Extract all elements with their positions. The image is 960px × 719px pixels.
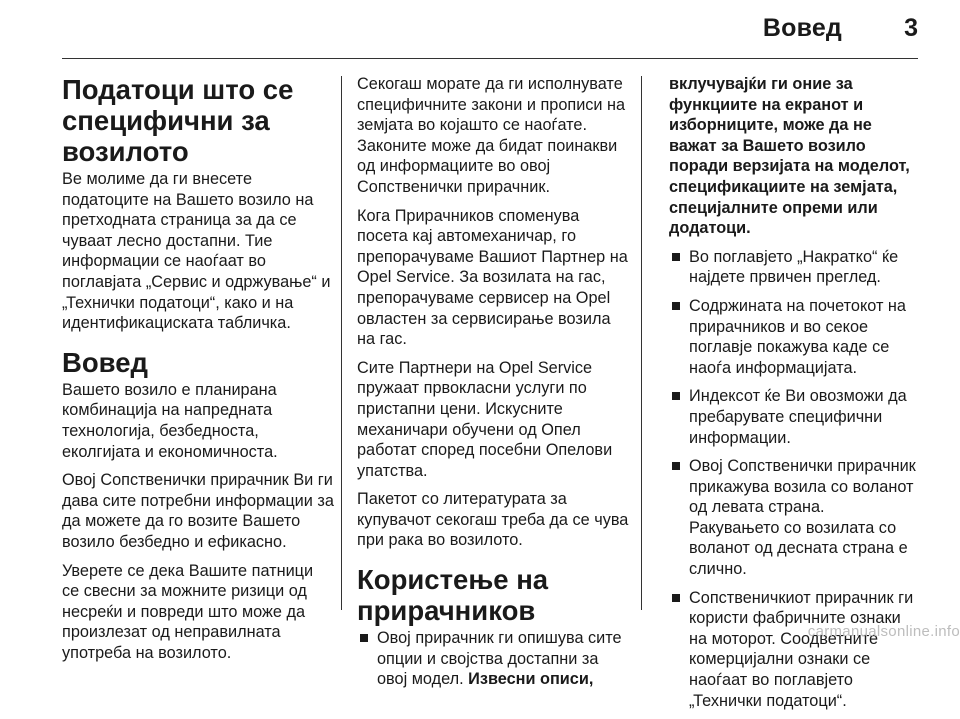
paragraph: Пакетот со литературата за купувачот секогаш треба да се чува при рака во возилото. (357, 490, 629, 550)
list-item (669, 296, 919, 378)
list-item-text: Овој прирачник ги опишува сите опции и својства достапни за овој модел. (377, 629, 622, 689)
paragraph: Ве молиме да ги внесете податоците на Вашето возило на претходната страница за да се чуваат лесно достапни. Тие информации се наоѓаат во поглавјата „Сервис и одржување“ и „Технички податоци“, како и на идентификациската табличка. (62, 170, 331, 333)
list-item (669, 456, 919, 580)
bullet-square-icon (672, 392, 680, 400)
watermark: carmanualsonline.info (807, 623, 960, 640)
paragraph: Вашето возило е планирана комбинација на напредната технологија, безбедноста, еколгијата и економичноста. (62, 380, 278, 461)
column-divider-1 (341, 76, 342, 610)
header-divider (62, 58, 918, 59)
heading-introduction: Вовед (62, 346, 148, 378)
list-item-text: Овој Сопственички прирачник прикажува возила со воланот од левата страна. Ракувањето со возилата со воланот од десната страна е слично. (689, 457, 916, 579)
bullet-square-icon (672, 253, 680, 261)
column-divider-2 (641, 76, 642, 610)
list-item-text: Сопственичкиот прирачник ги користи фабричните ознаки на моторот. Соодветните комерцијални ознаки се наоѓаат во поглавјето „Технички податоци“. (689, 588, 914, 710)
list-item (669, 386, 919, 448)
paragraph: Кога Прирачников споменува посета кај автомеханичар, го препорачуваме Вашиот Партнер на Opel Service. За возилата на гас, препорачуваме сервисер на Opel овластен за сервисирање возила на гас. (357, 206, 628, 349)
section-title: Вовед (762, 14, 842, 42)
page-header (0, 0, 960, 58)
bullet-list (357, 628, 629, 690)
heading-using-manual: Користење на прирачников (357, 564, 549, 627)
list-item (669, 247, 919, 288)
bullet-square-icon (672, 302, 680, 310)
list-item-bold-text: Извесни описи, (468, 670, 594, 689)
list-item (669, 588, 919, 712)
paragraph-bold: вклучувајќи ги оние за функциите на екранот и изборниците, може да не важат за Вашето возило поради верзијата на моделот, спецификациите на земјата, специјалните опреми или додатоци. (669, 75, 910, 238)
page-number: 3 (904, 14, 918, 42)
column-1 (62, 74, 334, 671)
list-item-text: Содржината на почетокот на прирачников и во секое поглавје покажува каде се наоѓа информацијата. (689, 296, 906, 377)
paragraph: Овој Сопственички прирачник Ви ги дава сите потребни информации за да можете да го возите Вашето возило безбедно и ефикасно. (62, 471, 334, 551)
bullet-square-icon (360, 634, 368, 642)
bullet-square-icon (672, 462, 680, 470)
paragraph: Уверете се дека Вашите патници се свесни за можните ризици од несреќи и повреди што може да произлезат од неправилната употреба на возилото. (62, 561, 314, 662)
heading-vehicle-data: Податоци што се специфични за возилото (62, 74, 294, 167)
paragraph: Секогаш морате да ги исполнувате специфичните закони и прописи на земјата во којашто се наоѓате. Законите може да бидат поинакви од информациите во овој Сопственички прирачник. (357, 75, 626, 196)
list-item-text: Индексот ќе Ви овозможи да пребарувате специфични информации. (689, 387, 907, 447)
paragraph: Сите Партнери на Opel Service пружаат првокласни услуги по пристапни цени. Искусните механичари обучени од Опел работат според посебни Опелови упатства. (357, 358, 613, 480)
column-2 (357, 74, 629, 698)
list-item-text: Во поглавјето „Накратко“ ќе најдете првичен преглед. (689, 247, 899, 287)
list-item (357, 628, 629, 690)
bullet-square-icon (672, 594, 680, 602)
